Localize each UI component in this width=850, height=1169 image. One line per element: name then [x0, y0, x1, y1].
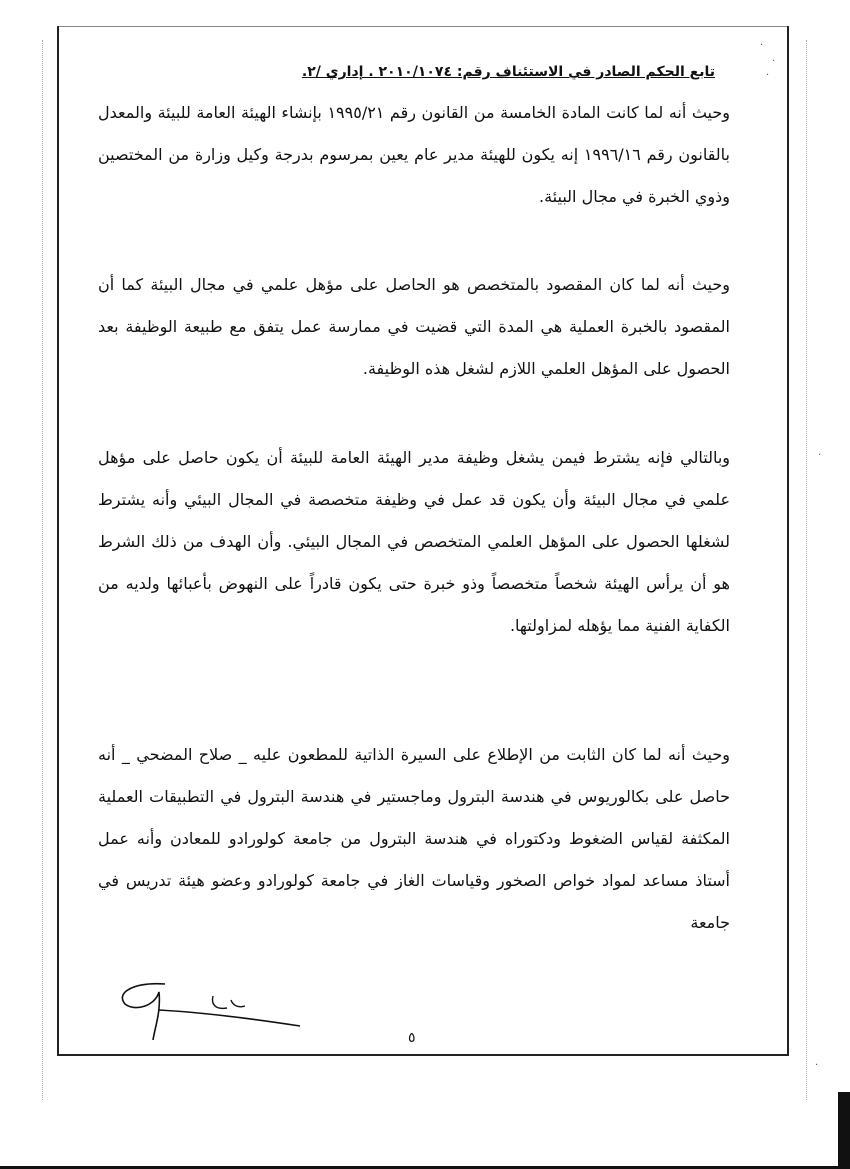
paragraph-4: وحيث أنه لما كان الثابت من الإطلاع على السيرة الذاتية للمطعون عليه _ صلاح المضحي _ أنه حاصل على بكالوريوس في هندسة البترول وماجستير في هندسة البترول في التطبيقات العملية المكثفة لقياس الضغوط ودكتوراه في هندسة البترول من جامعة كولورادو للمعادن وأنه عمل أستاذ مساعد لمواد خواص الصخور وقياسات الغاز في جامعة كولورادو وعضو هيئة تدريس في جامعة: [98, 745, 730, 932]
paragraph-1: وحيث أنه لما كانت المادة الخامسة من القانون رقم ١٩٩٥/٢١ بإنشاء الهيئة العامة للبيئة والمعدل بالقانون رقم ١٩٩٦/١٦ إنه يكون للهيئة مدير عام يعين بمرسوم بدرجة وكيل وزارة من المختصين وذوي الخبرة في مجال البيئة.: [98, 103, 730, 206]
scan-speck: ·: [766, 70, 770, 81]
signature: [115, 982, 305, 1042]
margin-line-left: [42, 40, 43, 1100]
margin-line-right: [806, 40, 807, 1100]
document-heading: تابع الحكم الصادر في الاستئناف رقم: ٢٠١٠/١٠٧٤ . إداري /٢.: [301, 64, 715, 80]
scan-speck: ·: [760, 40, 764, 51]
scan-edge-bar: [838, 1092, 850, 1169]
scan-speck: ·: [815, 1060, 819, 1071]
paragraph-2: وحيث أنه لما كان المقصود بالمتخصص هو الحاصل على مؤهل علمي في مجال البيئة كما أن المقصود بالخبرة العملية هي المدة التي قضيت في ممارسة عمل يتفق مع طبيعة الوظيفة بعد الحصول على المؤهل العلمي اللازم لشغل هذه الوظيفة.: [98, 275, 730, 378]
scan-speck: ·: [818, 450, 822, 461]
scan-speck: ·: [772, 56, 776, 67]
paragraph-3: وبالتالي فإنه يشترط فيمن يشغل وظيفة مدير الهيئة العامة للبيئة أن يكون حاصل على مؤهل علمي في مجال البيئة وأن يكون قد عمل في وظيفة متخصصة في المجال البيئي وأنه يشترط لشغلها الحصول على المؤهل العلمي المتخصص في المجال البيئي. وأن الهدف من ذلك الشرط هو أن يرأس الهيئة شخصاً متخصصاً وذو خبرة حتى يكون قادراً على النهوض بأعبائها ولديه من الكفاية الفنية مما يؤهله لمزاولتها.: [98, 448, 730, 635]
page-number: ٥: [408, 1030, 416, 1046]
